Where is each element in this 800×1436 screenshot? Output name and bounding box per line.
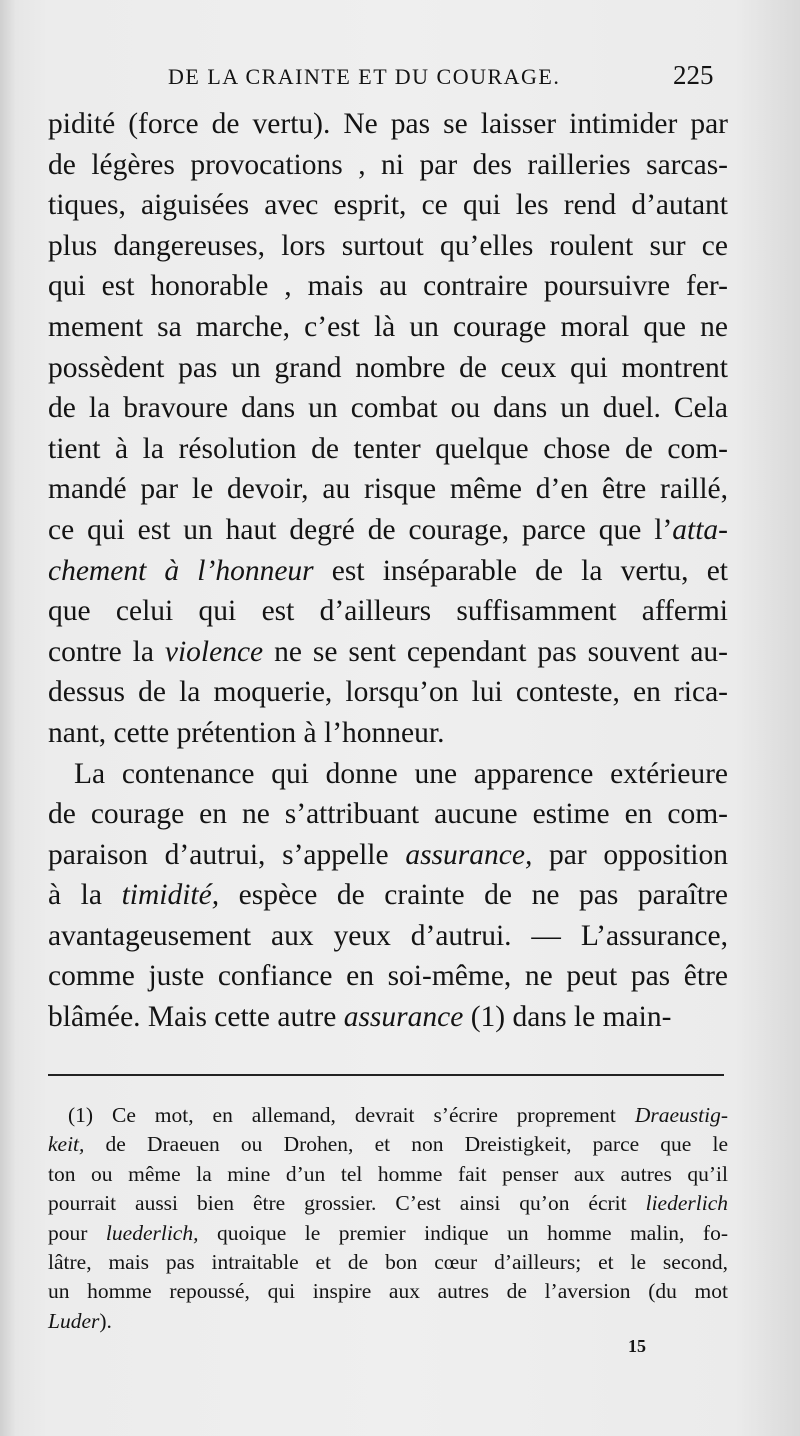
footnote-line <box>48 1307 728 1336</box>
text-segment: plus dangereuses, lors surtout qu’elles roulent sur ce <box>48 229 728 262</box>
running-title: DE LA CRAINTE ET DU COURAGE. <box>168 64 561 89</box>
body-line <box>48 510 728 551</box>
italic-text: violence <box>164 635 264 668</box>
text-segment: tient à la résolution de tenter quelque chose de com- <box>48 432 728 465</box>
text-segment: ce qui est un haut degré de courage, parce que l’ <box>48 513 673 546</box>
text-segment: contre la <box>48 635 165 668</box>
text-segment: ton ou même la mine d’un tel homme fait penser aux autres qu’il <box>48 1161 728 1186</box>
text-segment: pour <box>48 1220 106 1245</box>
text-segment: espèce de crainte de ne pas paraître <box>219 879 729 912</box>
page-number: 225 <box>673 60 714 90</box>
footnote-line <box>48 1248 728 1277</box>
text-segment: est inséparable de la vertu, et <box>313 554 728 587</box>
body-line <box>48 794 728 835</box>
body-line <box>48 266 728 307</box>
footnote-separator <box>48 1074 724 1076</box>
text-segment: La contenance qui donne une apparence extérieure <box>74 757 728 790</box>
text-segment: un homme repoussé, qui inspire aux autres de l’aversion (du mot <box>48 1279 728 1304</box>
text-segment: (1) Ce mot, en allemand, devrait s’écrire proprement <box>68 1103 635 1127</box>
text-segment: pidité (force de vertu). Ne pas se laisser intimider par <box>48 108 728 140</box>
text-segment: blâmée. Mais cette autre <box>48 1001 344 1034</box>
body-line <box>48 469 728 510</box>
footnote-line <box>48 1160 728 1189</box>
text-segment: tiques, aiguisées avec esprit, ce qui les rend d’autant <box>48 189 728 222</box>
text-segment: (1) dans le main- <box>463 1001 672 1034</box>
text-segment: à la <box>48 879 122 912</box>
main-text <box>48 104 728 1038</box>
text-segment: de légères provocations , ni par des railleries sarcas- <box>48 148 728 181</box>
text-segment: comme juste confiance en soi-même, ne peut pas être <box>48 960 728 993</box>
body-line <box>48 835 728 876</box>
body-line <box>48 104 728 145</box>
footnote-line <box>48 1277 728 1306</box>
text-segment: quoique le premier indique un homme malin, fo- <box>198 1220 728 1245</box>
body-line <box>48 754 728 795</box>
text-segment: que celui qui est d’ailleurs suffisamment affermi <box>48 595 728 628</box>
body-line <box>48 875 728 916</box>
text-segment: avantageusement aux yeux d’autrui. — L’assurance, <box>48 919 728 952</box>
body-line <box>48 551 728 592</box>
text-segment: de Draeuen ou Drohen, et non Dreistigkeit, parce que le <box>84 1132 728 1157</box>
text-segment: de courage en ne s’attribuant aucune estime en com- <box>48 798 728 831</box>
footnote-line <box>48 1130 728 1159</box>
italic-text: luederlich, <box>105 1220 199 1245</box>
text-segment: ne se sent cependant pas souvent au- <box>263 635 728 668</box>
footnote-line <box>48 1101 728 1130</box>
text-segment: paraison d’autrui, s’appelle <box>48 838 406 871</box>
text-segment: de la bravoure dans un combat ou dans un duel. Cela <box>48 392 728 425</box>
body-line <box>48 997 728 1038</box>
footnote-line <box>48 1219 728 1248</box>
text-segment: mandé par le devoir, au risque même d’en être raillé, <box>48 473 728 506</box>
text-segment: mement sa marche, c’est là un courage moral que ne <box>48 310 728 343</box>
body-line <box>48 632 728 673</box>
body-line <box>48 185 728 226</box>
body-line <box>48 348 728 389</box>
text-segment: nant, cette prétention à l’honneur. <box>48 716 445 749</box>
body-line <box>48 916 728 957</box>
signature-mark: 15 <box>628 1336 646 1356</box>
text-segment: lâtre, mais pas intraitable et de bon cœur d’ailleurs; et le second, <box>48 1249 728 1274</box>
text-segment: qui est honorable , mais au contraire poursuivre fer- <box>48 270 728 303</box>
text-segment: possèdent pas un grand nombre de ceux qui montrent <box>48 351 728 384</box>
body-line <box>48 956 728 997</box>
body-line <box>48 388 728 429</box>
body-line <box>48 429 728 470</box>
text-segment: dessus de la moquerie, lorsqu’on lui conteste, en rica- <box>48 676 728 709</box>
body-line <box>48 145 728 186</box>
italic-text: chement à l’honneur <box>48 554 314 587</box>
body-line <box>48 591 728 632</box>
footnote-line <box>48 1189 728 1218</box>
italic-text: Draeustig- <box>634 1103 728 1127</box>
italic-text: atta- <box>672 513 728 546</box>
text-segment: ). <box>99 1308 112 1333</box>
italic-text: assurance <box>343 1001 464 1034</box>
italic-text: assurance, <box>405 838 533 871</box>
italic-text: liederlich <box>645 1191 728 1216</box>
body-line <box>48 307 728 348</box>
body-line <box>48 672 728 713</box>
text-segment: pourrait aussi bien être grossier. C’est ainsi qu’on écrit <box>48 1191 646 1216</box>
body-line <box>48 713 728 754</box>
italic-text: Luder <box>48 1308 100 1333</box>
text-segment: par opposition <box>532 838 728 871</box>
body-line <box>48 226 728 267</box>
italic-text: keit, <box>48 1132 85 1157</box>
footnote <box>48 1101 728 1336</box>
italic-text: timidité, <box>121 879 220 912</box>
